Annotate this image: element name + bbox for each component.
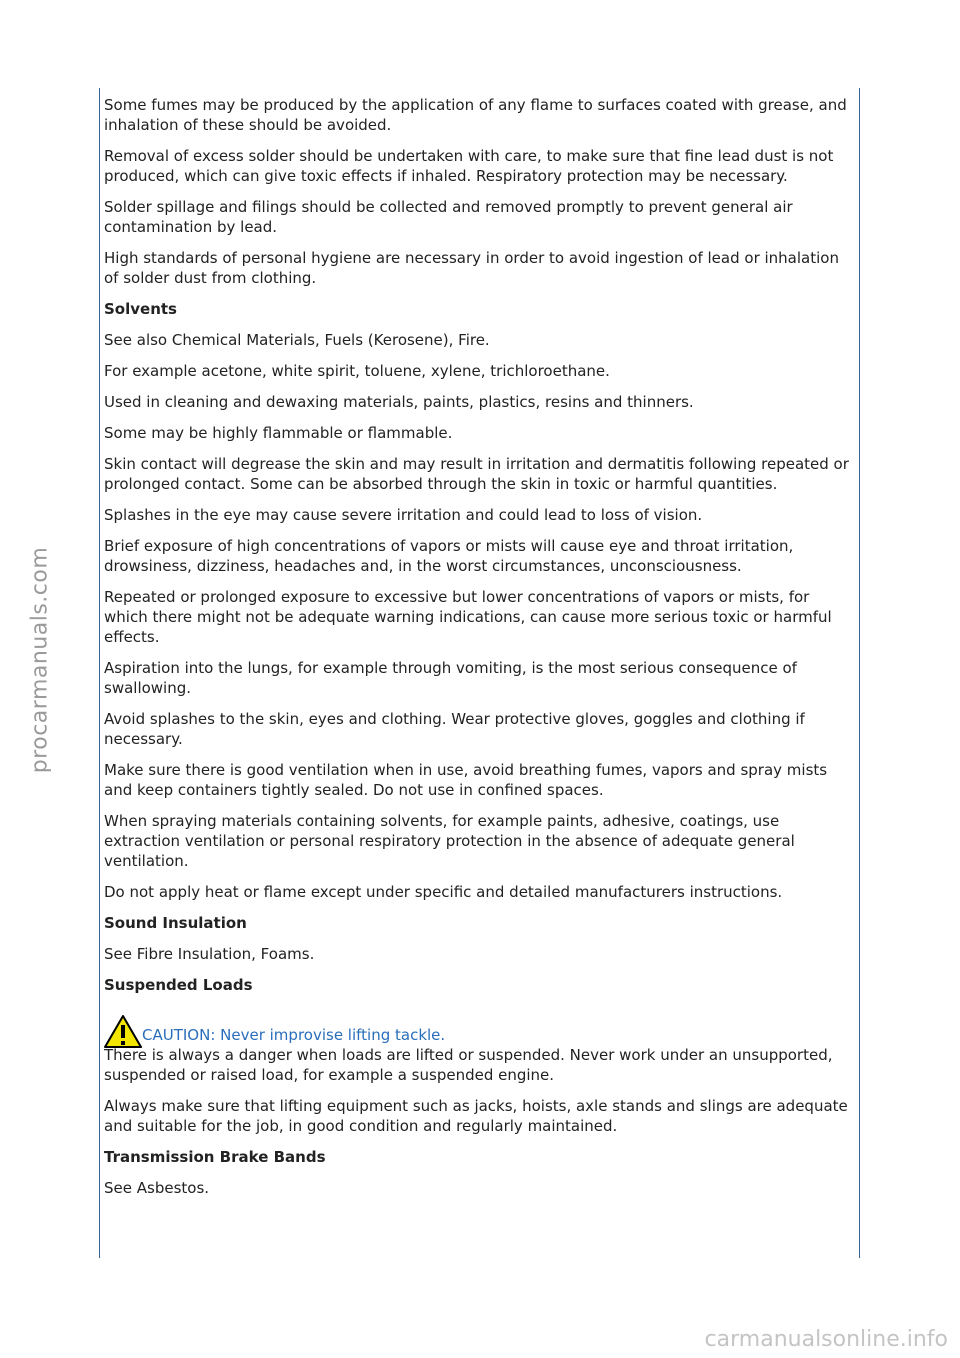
paragraph: Some may be highly flammable or flammable. (104, 424, 453, 442)
paragraph: Solder spillage and filings should be collected and removed promptly to prevent general air contamination by lead. (104, 198, 793, 236)
paragraph: See also Chemical Materials, Fuels (Kerosene), Fire. (104, 331, 490, 349)
paragraph: Repeated or prolonged exposure to excessive but lower concentrations of vapors or mists, for which there might not be adequate warning indications, can cause more serious toxic or harmful effects. (104, 588, 832, 646)
paragraph: Avoid splashes to the skin, eyes and clothing. Wear protective gloves, goggles and clothing if necessary. (104, 710, 805, 748)
caution-block (104, 1023, 856, 1085)
paragraph: See Fibre Insulation, Foams. (104, 945, 315, 963)
paragraph: Removal of excess solder should be undertaken with care, to make sure that fine lead dust is not produced, which can give toxic effects if inhaled. Respiratory protection may be necessary. (104, 147, 834, 185)
section-heading-transmission-brake-bands: Transmission Brake Bands (104, 1148, 326, 1166)
paragraph: When spraying materials containing solvents, for example paints, adhesive, coatings, use extraction ventilation or personal respiratory protection in the absence of adequate general ventilation. (104, 812, 795, 870)
paragraph: Make sure there is good ventilation when in use, avoid breathing fumes, vapors and spray mists and keep containers tightly sealed. Do not use in confined spaces. (104, 761, 828, 799)
paragraph: Used in cleaning and dewaxing materials, paints, plastics, resins and thinners. (104, 393, 694, 411)
paragraph: See Asbestos. (104, 1179, 210, 1197)
paragraph: Aspiration into the lungs, for example through vomiting, is the most serious consequence of swallowing. (104, 659, 797, 697)
paragraph: Do not apply heat or flame except under specific and detailed manufacturers instructions. (104, 883, 783, 901)
left-margin-rule (99, 88, 100, 1258)
section-heading-suspended-loads: Suspended Loads (104, 976, 253, 994)
paragraph: High standards of personal hygiene are necessary in order to avoid ingestion of lead or inhalation of solder dust from clothing. (104, 249, 839, 287)
paragraph: Brief exposure of high concentrations of vapors or mists will cause eye and throat irritation, drowsiness, dizziness, headaches and, in the worst circumstances, unconsciousness. (104, 537, 794, 575)
section-heading-solvents: Solvents (104, 300, 177, 318)
document-body (104, 95, 856, 1209)
paragraph: There is always a danger when loads are lifted or suspended. Never work under an unsupported, suspended or raised load, for example a suspended engine. (104, 1046, 833, 1084)
paragraph: Splashes in the eye may cause severe irritation and could lead to loss of vision. (104, 506, 703, 524)
section-heading-sound-insulation: Sound Insulation (104, 914, 247, 932)
paragraph: Some fumes may be produced by the application of any flame to surfaces coated with grease, and inhalation of these should be avoided. (104, 96, 847, 134)
side-watermark: procarmanuals.com (27, 546, 53, 774)
caution-text: CAUTION: Never improvise lifting tackle. (142, 1026, 446, 1044)
right-margin-rule (859, 88, 860, 1258)
paragraph: For example acetone, white spirit, toluene, xylene, trichloroethane. (104, 362, 610, 380)
paragraph: Always make sure that lifting equipment such as jacks, hoists, axle stands and slings are adequate and suitable for the job, in good condition and regularly maintained. (104, 1097, 848, 1135)
bottom-watermark: carmanualsonline.info (704, 1327, 948, 1352)
paragraph: Skin contact will degrease the skin and may result in irritation and dermatitis following repeated or prolonged contact. Some can be absorbed through the skin in toxic or harmful quantities. (104, 455, 849, 493)
warning-triangle-icon (104, 1014, 142, 1048)
